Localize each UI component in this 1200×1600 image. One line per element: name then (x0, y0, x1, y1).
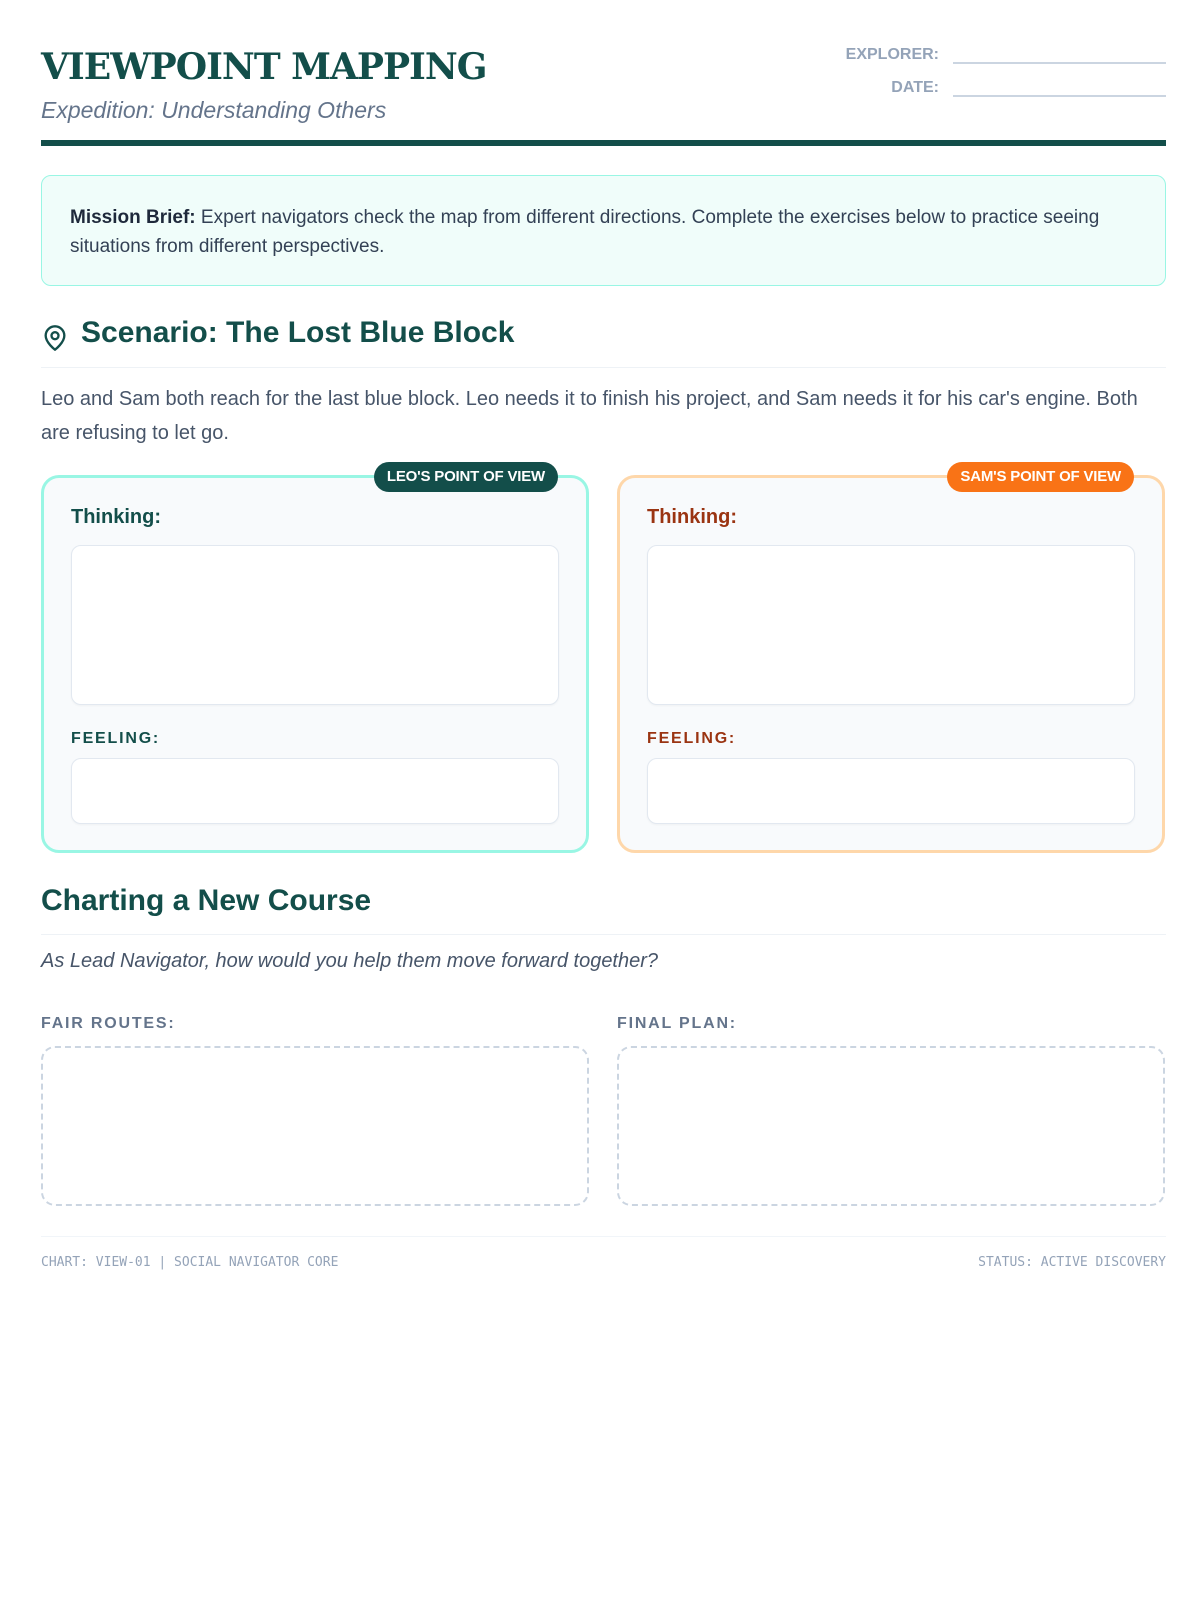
map-pin-icon (41, 324, 69, 352)
date-row (891, 77, 1166, 97)
mission-brief-lead: Mission Brief: (70, 207, 196, 228)
explorer-field[interactable] (953, 44, 1166, 64)
explorer-row (846, 44, 1166, 64)
charting-prompt: As Lead Navigator, how would you help them move forward together? (41, 950, 659, 972)
leo-feeling-label: FEELING: (71, 730, 161, 747)
charting-heading (41, 884, 1166, 935)
date-label: DATE: (891, 79, 939, 96)
header (41, 44, 1166, 148)
leo-thinking-box[interactable] (71, 545, 559, 705)
fair-routes-box[interactable] (41, 1046, 589, 1206)
explorer-label: EXPLORER: (845, 46, 939, 63)
date-field[interactable] (953, 77, 1166, 97)
scenario-description: Leo and Sam both reach for the last blue block. Leo needs it to finish his project, and Sam needs it for his car's engine. Both are refusing to let go. (41, 388, 1138, 444)
footer-chart-id: CHART: VIEW-01 | SOCIAL NAVIGATOR CORE (41, 1255, 339, 1270)
sam-thinking-box[interactable] (647, 545, 1135, 705)
footer (41, 1236, 1166, 1276)
scenario-title: Scenario: The Lost Blue Block (81, 316, 515, 349)
footer-status: STATUS: ACTIVE DISCOVERY (978, 1255, 1166, 1270)
header-divider (41, 140, 1166, 146)
final-plan-box[interactable] (617, 1046, 1165, 1206)
page-subtitle: Expedition: Understanding Others (41, 97, 387, 123)
scenario-heading (41, 316, 1166, 368)
leo-badge: LEO'S POINT OF VIEW (374, 462, 558, 492)
fair-routes-label: FAIR ROUTES: (41, 1015, 176, 1032)
leo-thinking-label: Thinking: (71, 506, 161, 528)
sam-thinking-label: Thinking: (647, 506, 737, 528)
sam-feeling-box[interactable] (647, 758, 1135, 824)
leo-perspective-card (41, 468, 589, 853)
charting-title: Charting a New Course (41, 884, 372, 917)
sam-perspective-card (617, 468, 1165, 853)
leo-feeling-box[interactable] (71, 758, 559, 824)
mission-brief-text: Expert navigators check the map from different directions. Complete the exercises below to practice seeing situations from different perspectives. (70, 207, 1100, 257)
mission-brief (41, 175, 1166, 286)
sam-badge: SAM'S POINT OF VIEW (947, 462, 1134, 492)
sam-feeling-label: FEELING: (647, 730, 737, 747)
page-title: VIEWPOINT MAPPING (41, 46, 487, 88)
final-plan-label: FINAL PLAN: (617, 1015, 737, 1032)
